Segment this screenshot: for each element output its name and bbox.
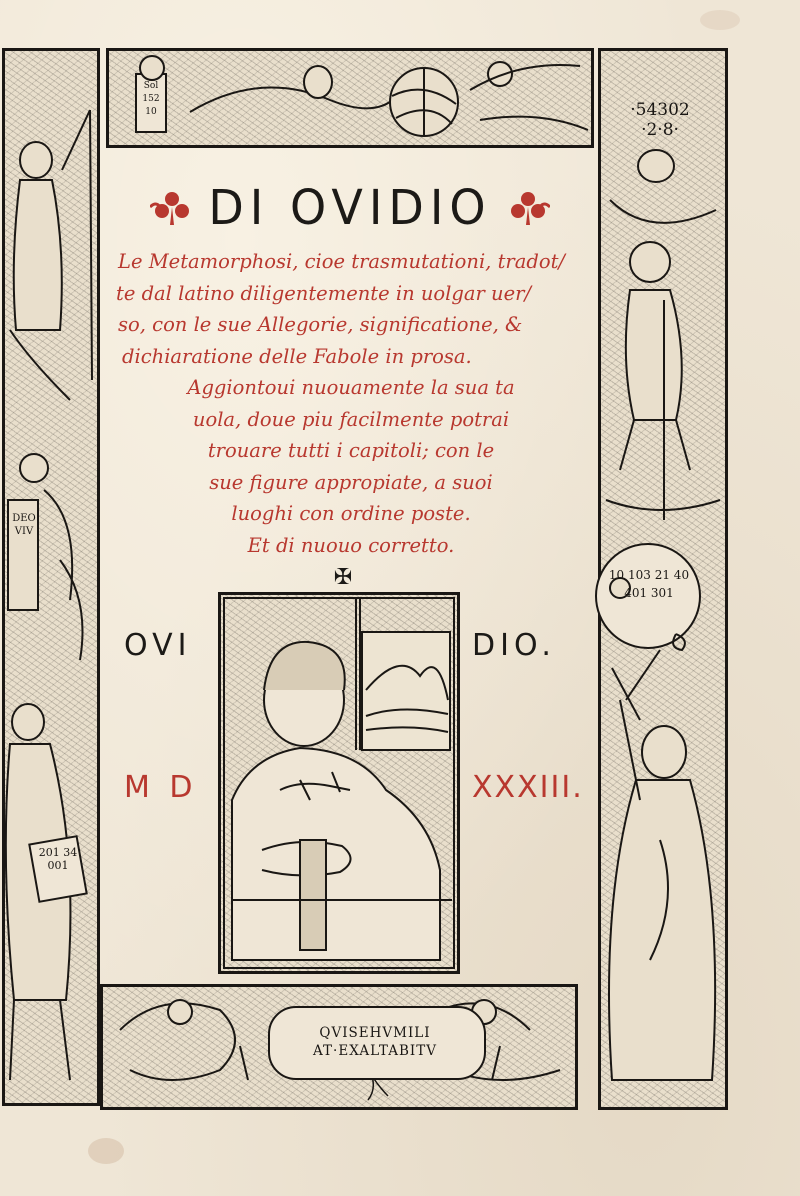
shelfmark-line: ·54302 [630,100,690,120]
motto [282,1024,468,1060]
motto-line: AT·EXALTABITV [313,1043,437,1059]
shelfmark [606,100,714,140]
fleuron-right-icon [506,187,550,227]
cross-ornament-icon: ✠ [333,565,353,590]
portrait-label-right: DIO. [472,628,556,663]
subtitle-line: trouare tutti i capitoli; con le [207,439,495,462]
date-right: XXXIII. [472,770,584,805]
subtitle-line: so, con le sue Allegorie, significatione, & [118,313,523,336]
subtitle-line: te dal latino diligentemente in uolgar uer/ [116,281,532,305]
title-row [108,172,592,242]
subtitle-line: uola, doue piu facilmente potrai [192,407,510,431]
page-title: DI OVIDIO [208,178,492,236]
subtitle-line: sue figure appropiate, a suoi [209,470,493,494]
subtitle-text [112,246,590,561]
date-left: M D [124,770,198,805]
subtitle-line: Et di nuouo corretto. [247,533,455,557]
motto-line: QVISEHVMILI [319,1025,431,1041]
globe-numbers: 10 103 21 40 401 301 [608,568,690,600]
subtitle-line: luoghi con ordine poste. [231,502,471,525]
fleuron-left-icon [150,187,194,227]
subtitle-line: dichiaratione delle Fabole in prosa. [122,344,472,368]
subtitle-line: Aggiontoui nuouamente la sua ta [187,376,515,399]
deo-plaque: DEO VIV [12,513,36,537]
left-tablet-numbers: 201 34 001 [38,846,78,872]
portrait-label-left: OVI [124,628,192,663]
subtitle-line: Le Metamorphosi, cioe trasmutationi, tradot/ [118,250,565,273]
top-tablet-text: Sol 152 10 [142,81,160,117]
shelfmark-line: ·2·8· [641,120,679,140]
